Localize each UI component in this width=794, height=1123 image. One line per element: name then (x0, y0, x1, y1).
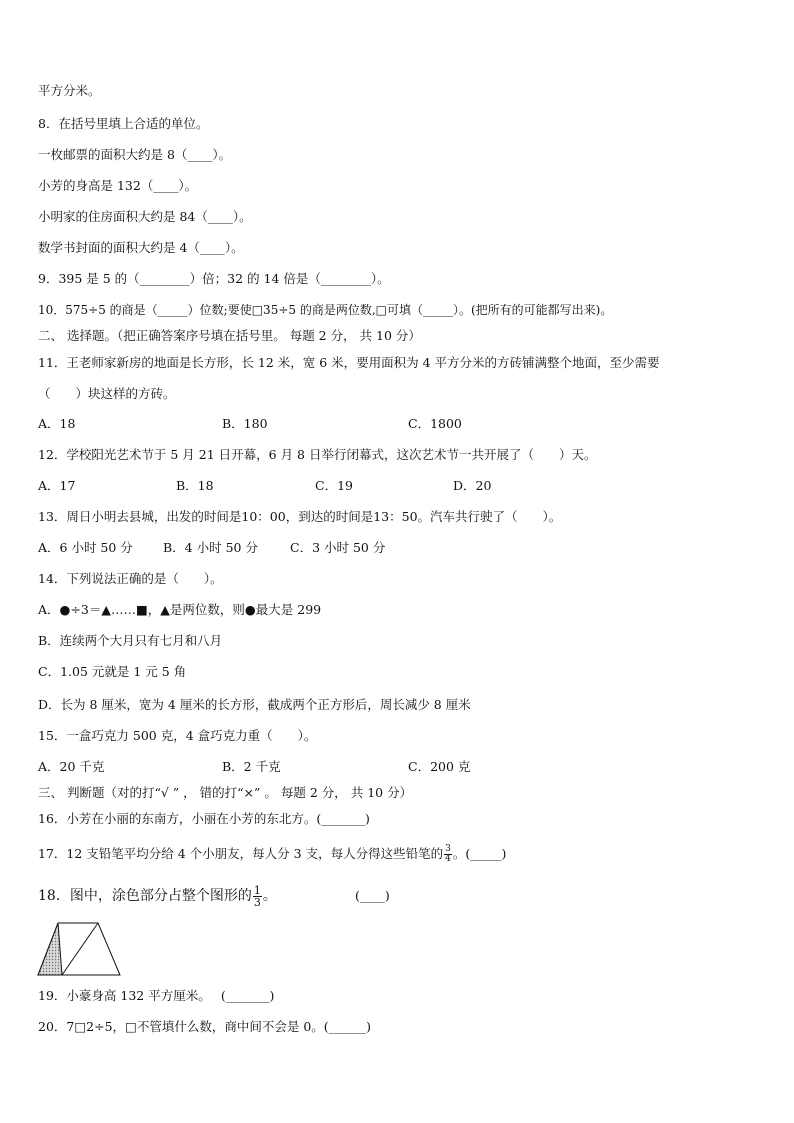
question-11-cont: （ ）块这样的方砖。 (38, 386, 176, 401)
q13-option-b: B．4 小时 50 分 (163, 540, 258, 555)
q12-option-c: C．19 (315, 478, 353, 493)
section-2-heading: 二、 选择题。（把正确答案序号填在括号里。 每题 2 分， 共 10 分） (38, 328, 421, 343)
q14-option-d: D．长为 8 厘米，宽为 4 厘米的长方形，截成两个正方形后，周长减少 8 厘米 (38, 697, 471, 712)
q11-option-a: A．18 (38, 416, 76, 431)
question-17 (38, 841, 506, 867)
q13-option-a: A．6 小时 50 分 (38, 540, 133, 555)
q11-option-c: C．1800 (408, 416, 462, 431)
question-10: 10．575÷5 的商是（_____）位数;要使□35÷5 的商是两位数,□可填（_____）。(把所有的可能都写出来)。 (38, 303, 613, 317)
fraction-numerator: 1 (253, 883, 261, 897)
fraction-numerator: 3 (445, 844, 451, 854)
question-13: 13．周日小明去县城，出发的时间是10：00，到达的时间是13：50。汽车共行驶了（ ）。 (38, 509, 562, 524)
q8-item-4: 数学书封面的面积大约是 4（____）。 (38, 240, 244, 255)
q8-item-1: 一枚邮票的面积大约是 8（____）。 (38, 147, 232, 162)
q15-option-b: B．2 千克 (222, 759, 281, 774)
q13-option-c: C．3 小时 50 分 (290, 540, 386, 555)
q18-period: 。 (262, 888, 277, 904)
q14-option-a: A．●÷3＝▲……■，▲是两位数，则●最大是 299 (38, 602, 322, 617)
fraction-denominator: 3 (253, 895, 261, 909)
q17-text: 17．12 支铅笔平均分给 4 个小朋友，每人分 3 支，每人分得这些铅笔的 (38, 846, 444, 861)
q12-option-a: A．17 (38, 478, 76, 493)
question-11: 11．王老师家新房的地面是长方形，长 12 米，宽 6 米，要用面积为 4 平方分米的方砖铺满整个地面，至少需要 (38, 355, 660, 370)
q8-item-2: 小芳的身高是 132（____）。 (38, 178, 198, 193)
question-9: 9．395 是 5 的（________）倍；32 的 14 倍是（________）。 (38, 271, 390, 286)
fraction-denominator: 4 (445, 854, 451, 864)
q14-option-c: C．1.05 元就是 1 元 5 角 (38, 664, 187, 679)
question-8: 8．在括号里填上合适的单位。 (38, 116, 209, 131)
q18-text: 18．图中，涂色部分占整个图形的 (38, 888, 252, 904)
q14-option-b: B．连续两个大月只有七月和八月 (38, 633, 223, 648)
question-14: 14．下列说法正确的是（ ）。 (38, 571, 223, 586)
question-12: 12．学校阳光艺术节于 5 月 21 日开幕，6 月 8 日举行闭幕式，这次艺术节一共开展了（ ）天。 (38, 447, 597, 462)
q12-option-b: B．18 (176, 478, 214, 493)
q11-option-b: B．180 (222, 416, 268, 431)
shaded-triangle (38, 923, 62, 975)
q18-blank: (____) (355, 888, 390, 903)
q18-fraction (253, 885, 262, 908)
trapezoid-figure (36, 919, 124, 979)
q17-blank: 。(_____) (452, 846, 507, 861)
question-18 (38, 881, 277, 911)
q15-option-c: C．200 克 (408, 759, 471, 774)
text-line: 平方分米。 (38, 83, 101, 98)
section-3-heading: 三、 判断题（对的打“√ ” ， 错的打“×” 。 每题 2 分， 共 10 分） (38, 785, 413, 800)
question-20: 20．7□2÷5，□不管填什么数，商中间不会是 0。(______) (38, 1019, 372, 1034)
divider-line (62, 923, 98, 975)
question-19: 19．小豪身高 132 平方厘米。 (_______) (38, 988, 275, 1003)
question-16: 16．小芳在小丽的东南方，小丽在小芳的东北方。(_______) (38, 811, 370, 826)
q8-item-3: 小明家的住房面积大约是 84（____）。 (38, 209, 252, 224)
q15-option-a: A．20 千克 (38, 759, 105, 774)
q17-fraction (444, 845, 452, 864)
question-15: 15．一盒巧克力 500 克，4 盒巧克力重（ ）。 (38, 728, 317, 743)
q12-option-d: D．20 (453, 478, 492, 493)
